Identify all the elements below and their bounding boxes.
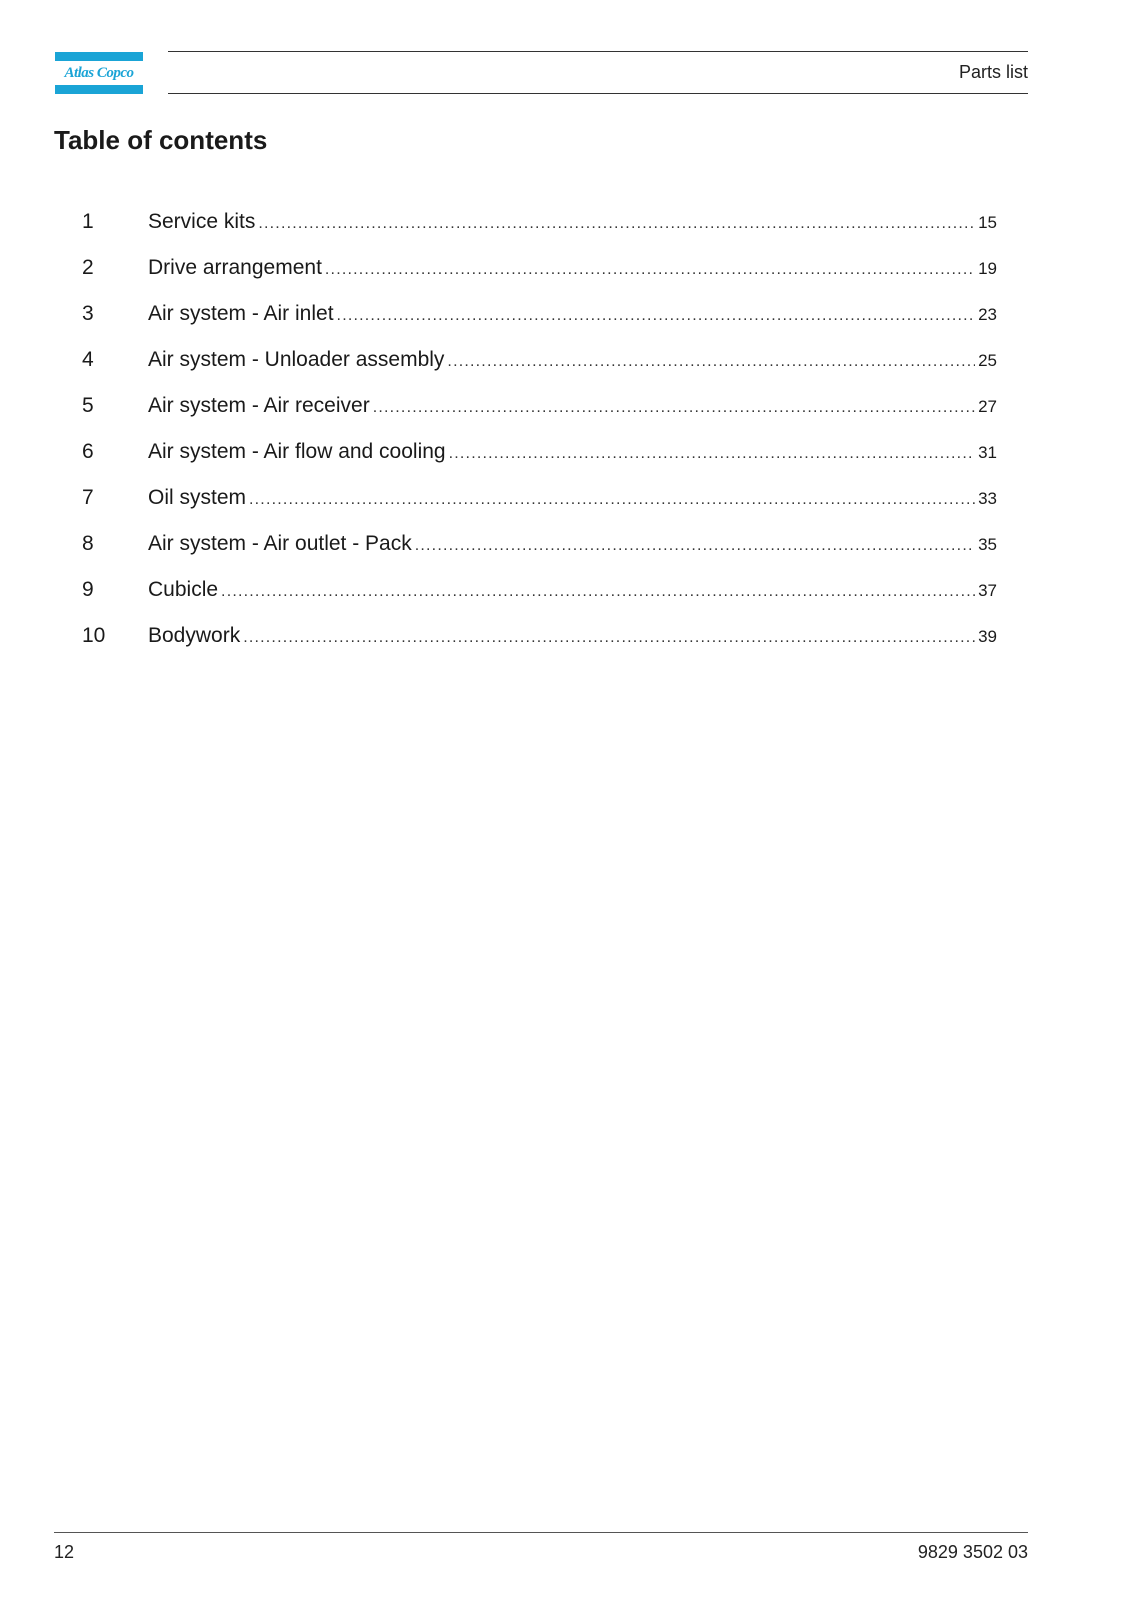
logo-bottom-bar (55, 85, 143, 94)
header-title: Parts list (958, 62, 1028, 82)
toc-dot-leader (447, 353, 975, 371)
toc-entry-number: 10 (82, 624, 106, 647)
logo-top-bar (55, 52, 143, 61)
toc-entry-page: 19 (978, 259, 997, 278)
toc-entry-number: 8 (82, 532, 94, 555)
toc-entry-6[interactable] (82, 440, 997, 486)
toc-entry-page: 15 (978, 213, 997, 232)
toc-dot-leader (221, 583, 975, 601)
toc-entry-title: Air system - Air flow and cooling (148, 440, 446, 463)
toc-entry-title: Oil system (148, 486, 247, 509)
toc-entry-page: 39 (978, 627, 997, 646)
toc-entry-title: Air system - Unloader assembly (148, 348, 445, 371)
toc-entry-2[interactable] (82, 256, 997, 302)
table-of-contents (82, 210, 997, 670)
toc-entry-3[interactable] (82, 302, 997, 348)
toc-dot-leader (337, 307, 976, 325)
toc-entry-number: 6 (82, 440, 94, 463)
toc-entry-page: 33 (978, 489, 997, 508)
toc-entry-number: 3 (82, 302, 94, 325)
header-top-rule (168, 51, 1028, 52)
toc-entry-page: 23 (978, 305, 997, 324)
toc-entry-number: 2 (82, 256, 94, 279)
toc-dot-leader (243, 629, 975, 647)
footer-document-number: 9829 3502 03 (917, 1542, 1028, 1562)
toc-entry-title: Cubicle (148, 578, 219, 601)
page-title: Table of contents (54, 125, 268, 155)
toc-entry-title: Air system - Air inlet (148, 302, 334, 325)
toc-dot-leader (325, 261, 975, 279)
toc-entry-page: 25 (978, 351, 997, 370)
toc-entry-number: 1 (82, 210, 94, 233)
toc-dot-leader (258, 215, 975, 233)
toc-dot-leader (415, 537, 975, 555)
toc-entry-8[interactable] (82, 532, 997, 578)
brand-logo (55, 52, 143, 94)
toc-entry-7[interactable] (82, 486, 997, 532)
toc-entry-10[interactable] (82, 624, 997, 670)
header-bottom-rule (168, 93, 1028, 94)
toc-entry-page: 31 (978, 443, 997, 462)
toc-entry-1[interactable] (82, 210, 997, 256)
toc-dot-leader (249, 491, 975, 509)
footer-page-number: 12 (54, 1542, 75, 1562)
toc-entry-number: 5 (82, 394, 94, 417)
toc-dot-leader (449, 445, 975, 463)
toc-entry-number: 4 (82, 348, 94, 371)
toc-entry-title: Air system - Air receiver (148, 394, 370, 417)
toc-entry-page: 27 (978, 397, 997, 416)
toc-entry-5[interactable] (82, 394, 997, 440)
toc-entry-title: Air system - Air outlet - Pack (148, 532, 412, 555)
toc-entry-title: Service kits (148, 210, 256, 233)
toc-dot-leader (373, 399, 975, 417)
logo-wordmark: Atlas Copco (64, 65, 134, 81)
toc-entry-title: Bodywork (148, 624, 241, 647)
toc-entry-page: 35 (978, 535, 997, 554)
toc-entry-number: 9 (82, 578, 94, 601)
toc-entry-title: Drive arrangement (148, 256, 322, 279)
toc-entry-number: 7 (82, 486, 94, 509)
footer-rule (54, 1532, 1028, 1533)
toc-entry-4[interactable] (82, 348, 997, 394)
toc-entry-9[interactable] (82, 578, 997, 624)
toc-entry-page: 37 (978, 581, 997, 600)
